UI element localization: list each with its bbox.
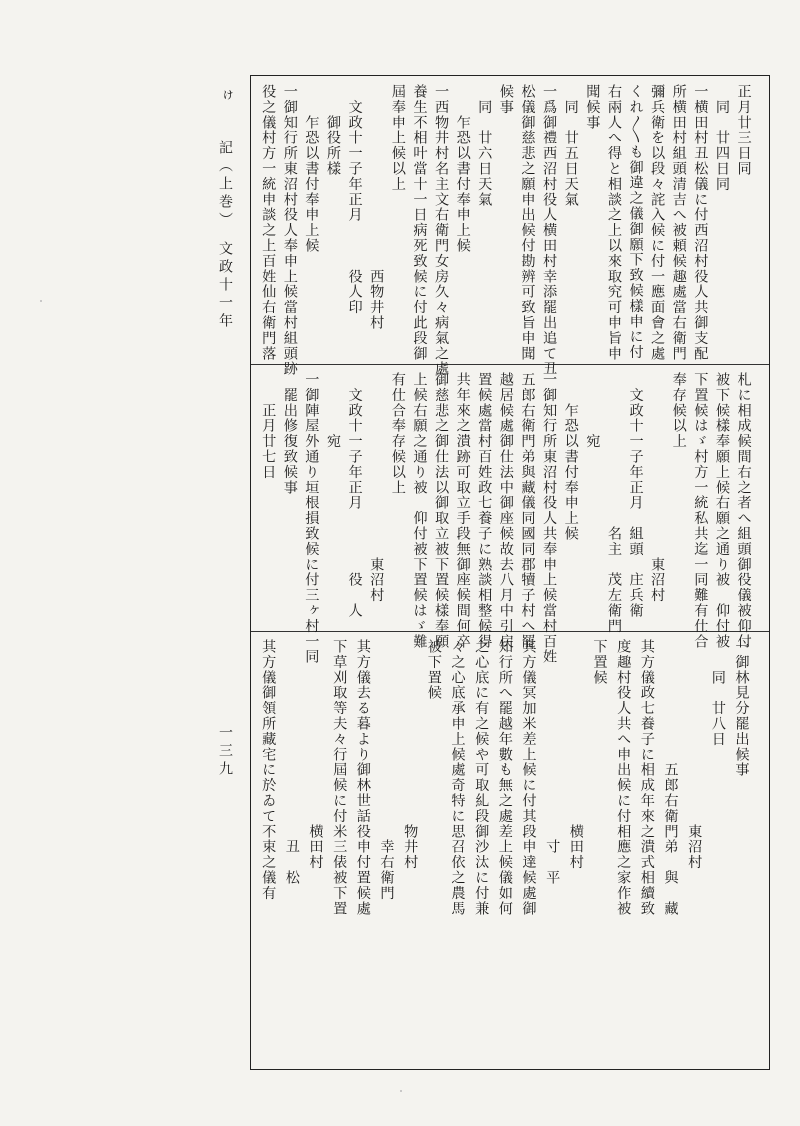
lower-text-column: 其方儀政七養子に相成年來之潰式相續致 [638, 639, 655, 917]
upper-text-column: 養生不相叶當十一日病死致候に付此段御 [411, 84, 428, 362]
upper-text-column: くれ〳〵も御違之儀御願下致候樣申に付 [627, 84, 644, 360]
middle-text-column: 宛 [325, 372, 342, 449]
lower-text-column: 之心底に有之候や可取糺段御沙汰に付兼 [473, 639, 490, 917]
middle-text-column: 共年來之潰跡可取立手段無御座候間何卒 [454, 372, 471, 650]
upper-text-column: 同 廿四日同 [713, 84, 730, 192]
upper-text-column: 一御知行所東沼村役人奉申上候當村組頭跡 [281, 84, 298, 377]
upper-text-column: 所横田村組頭清吉へ被頼候趣處當右衛門 [670, 84, 687, 362]
upper-text-column: 候事 [497, 84, 514, 115]
middle-text-column: 有仕合奉存候以上 [389, 372, 406, 496]
upper-text-column: 乍恐以書付奉申上候 [454, 84, 471, 254]
upper-text-column: 西物井村 [368, 84, 385, 331]
upper-text-column: 屆奉申上候以上 [389, 84, 406, 192]
lower-text-column: 被下置候 [425, 639, 442, 701]
lower-text-column: 寸 平 [544, 639, 561, 886]
middle-text-column: 越居候處御仕法中御座候故去八月中引戻 [497, 372, 514, 650]
middle-text-column: 名主 茂左衛門 [605, 372, 622, 634]
upper-text-column: 彌兵衛を以段々詫入候に付一應面會之處 [649, 84, 666, 362]
upper-text-column: 聞候事 [584, 84, 601, 131]
upper-text-column: 松儀御慈悲之願申出候付勘辨可致旨申聞 [519, 84, 536, 362]
page-number: 一三九 [217, 725, 233, 779]
upper-text-column: 御役所樣 [325, 84, 342, 177]
upper-text-column: 一爲御禮西沼村役人横田村幸添罷出追て丑 [541, 84, 558, 377]
middle-text-column: 奉存候以上 [670, 372, 687, 449]
lower-text-column: 物井村 [402, 639, 419, 870]
upper-text-column: 右兩人へ得と相談之上以來取究可申旨申 [605, 84, 622, 362]
upper-text-column: 役之儀村方一統申談之上百姓仙右衛門落 [260, 84, 277, 362]
lower-text-column: 横田村 [307, 639, 324, 870]
middle-text-column: 五郎右衛門弟與藏儀同國同郡犢子村へ罷 [519, 372, 536, 650]
upper-text-column: 一西物井村名主文右衛門女房久々病氣之處 [433, 84, 450, 377]
middle-text-column: 宛 [584, 372, 601, 449]
middle-text-column: 下置候はゞ村方一統私共迄一同難有仕合 [692, 372, 709, 650]
upper-text-column: 同 廿六日天氣 [476, 84, 493, 208]
lower-text-column: 東沼村 [686, 639, 703, 870]
middle-text-column: 一御陣屋外通り垣根損致候に付三ヶ村一同 [303, 372, 320, 665]
middle-text-column: 東沼村 [649, 372, 666, 603]
middle-text-column: 被下候樣奉願上候右願之通り被 仰付被 [713, 372, 730, 650]
middle-text-column: 御慈悲之御仕法以御取立被下置候樣奉願 [433, 372, 450, 650]
lower-text-column: 同 廿八日 [709, 639, 726, 747]
middle-text-column: 一御知行所東沼村役人共奉申上候當村百姓 [541, 372, 558, 665]
lower-text-column: 々之心底承申上候處奇特に思召依之農馬 [449, 639, 466, 917]
middle-text-column: 罷出修復致候事 [281, 372, 298, 496]
upper-text-column: 乍恐以書付奉申上候 [303, 84, 320, 254]
middle-text-column: 文政十一子年正月 組頭 庄兵衛 [627, 372, 644, 619]
lower-text-column: 下置候 [591, 639, 608, 686]
page-frame [250, 75, 770, 1070]
upper-text-column: 同 廿五日天氣 [562, 84, 579, 208]
lower-text-column: 其方儀冥加米差上候に付其段申達候處御 [520, 639, 537, 917]
middle-text-column: 札に相成候間右之者へ組頭御役儀被仰付 [735, 372, 752, 650]
lower-text-column: 丑 松 [283, 639, 300, 886]
lower-text-column: 下草刈取等夫々行屆候に付米三俵被下置 [331, 639, 348, 917]
running-header-mark: ゖ [217, 88, 233, 106]
middle-text-column: 上候右願之通り被 仰付被下置候はゞ難 [411, 372, 428, 650]
running-header-title: 記（上巻） 文政十一年 [217, 140, 233, 331]
lower-text-column: 其方儀去る暮より御林世話役申付置候處 [354, 639, 371, 917]
divider-upper [251, 364, 769, 365]
lower-text-column: 度趣村役人共へ申出候に付相應之家作被 [615, 639, 632, 917]
lower-text-column: 知行所へ罷越年數も無之處差上候儀如何 [496, 639, 513, 917]
upper-text-column: 一横田村丑松儀に付西沼村役人共御支配 [692, 84, 709, 362]
lower-text-column: 横田村 [567, 639, 584, 870]
middle-text-column: 乍恐以書付奉申上候 [562, 372, 579, 542]
lower-text-column: 幸右衛門 [378, 639, 395, 901]
scan-speck [40, 300, 42, 302]
lower-text-column: 五郎右衛門弟 與 藏 [662, 639, 679, 917]
lower-text-column: 一御林見分罷出候事 [733, 639, 750, 778]
upper-text-column: 正月廿三日同 [735, 84, 752, 177]
middle-text-column: 置候處當村百姓政七養子に熟談相整候得 [476, 372, 493, 650]
middle-text-column: 東沼村 [368, 372, 385, 603]
upper-text-column: 文政十一子年正月 役人印 [346, 84, 363, 315]
lower-text-column: 其方儀御領所藏宅に於ゐて不束之儀有 [260, 639, 277, 901]
middle-text-column: 正月廿七日 [260, 372, 277, 480]
middle-text-column: 文政十一子年正月 役 人 [346, 372, 363, 619]
scan-speck [400, 1090, 402, 1092]
